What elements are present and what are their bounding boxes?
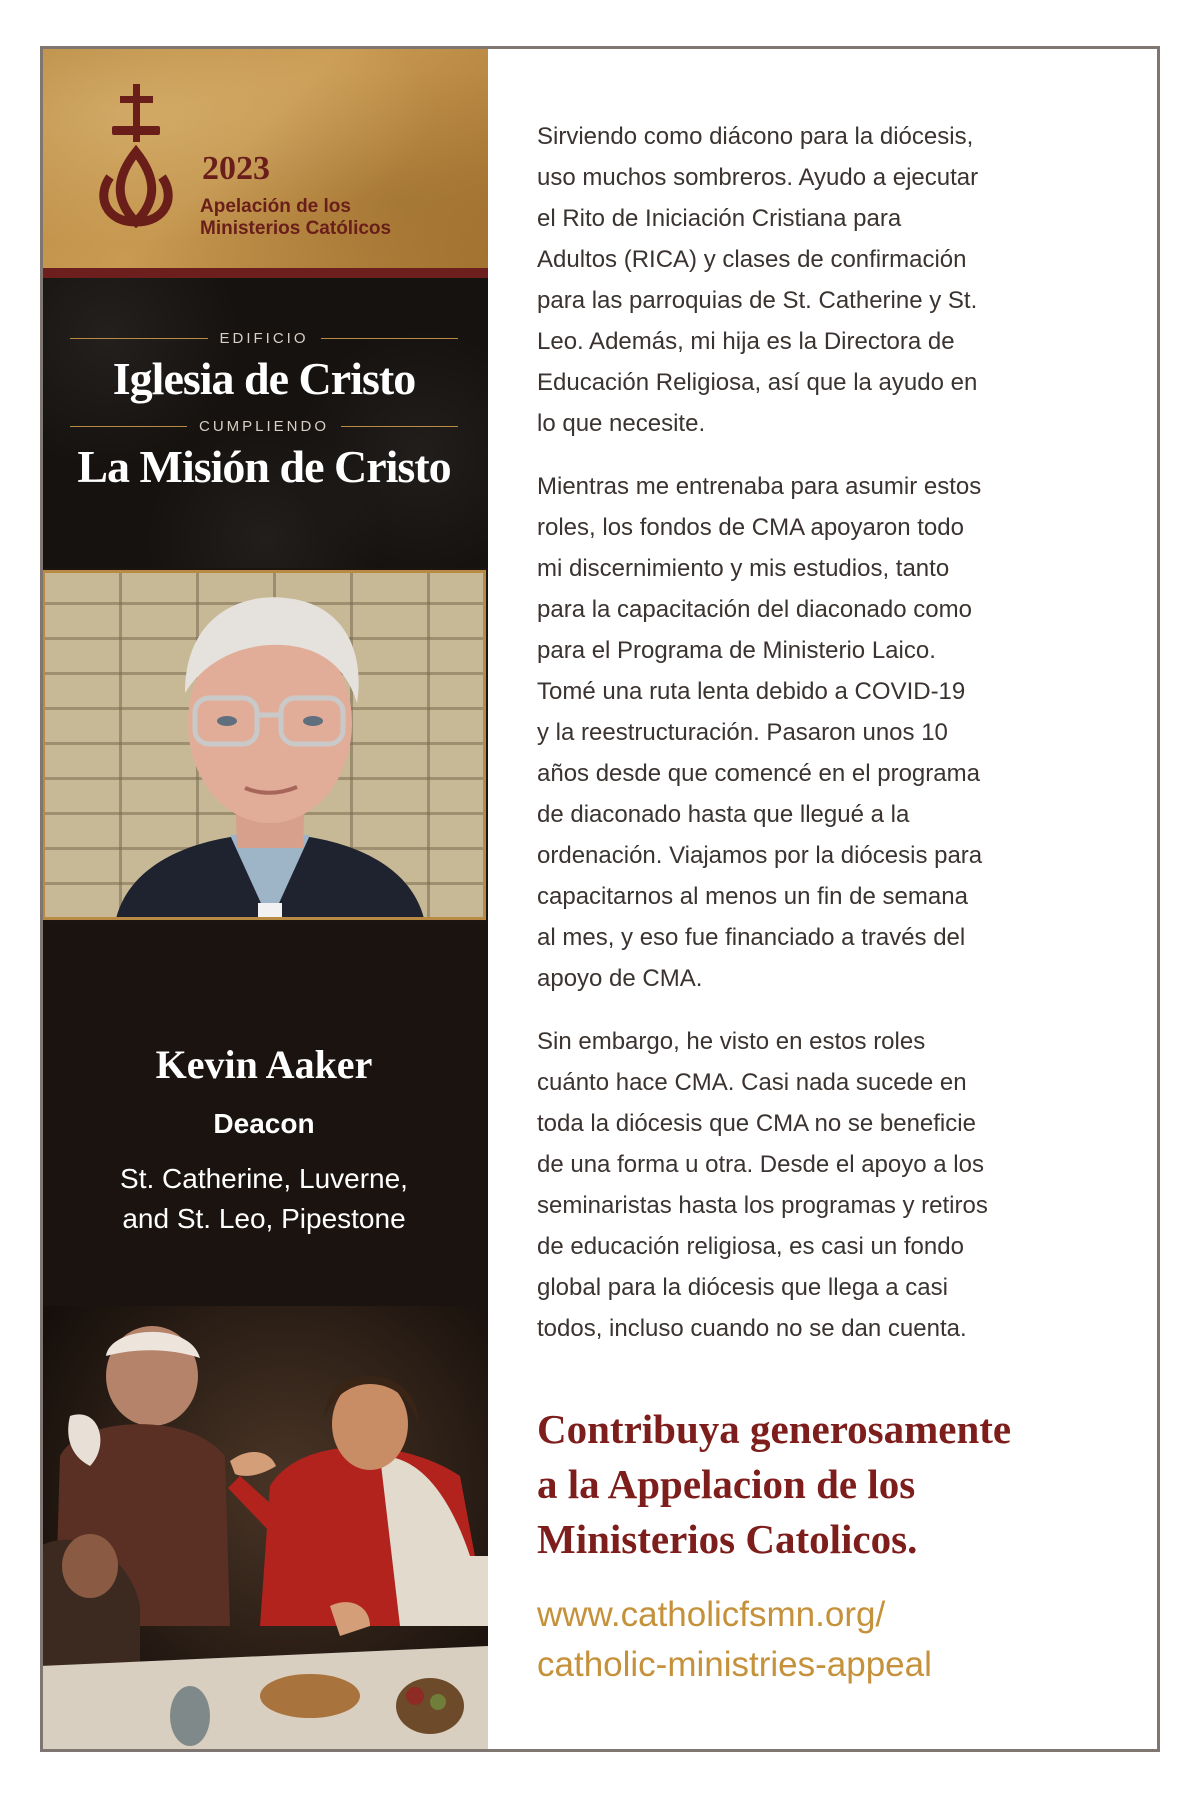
cta-line-1: Contribuya generosamente <box>537 1406 1012 1452</box>
parish-line-2: and St. Leo, Pipestone <box>122 1203 406 1234</box>
theme-title-1: Iglesia de Cristo <box>112 353 416 404</box>
body-text-line: de educación religiosa, es casi un fondo <box>537 1233 964 1260</box>
body-text-line: mi discernimiento y mis estudios, tanto <box>537 555 950 582</box>
body-text-line: Sirviendo como diácono para la diócesis, <box>537 123 974 150</box>
logo-year: 2023 <box>202 150 270 187</box>
cta-line-2: a la Appelacion de los <box>537 1461 916 1507</box>
body-text-line: apoyo de CMA. <box>537 965 703 992</box>
body-text-line: al mes, y eso fue financiado a través del <box>537 924 966 951</box>
appeal-url-line-2[interactable]: catholic-ministries-appeal <box>537 1645 932 1684</box>
body-text-line: para las parroquias de St. Catherine y St. <box>537 287 978 314</box>
body-paragraph-2 <box>537 466 1127 999</box>
body-text-line: Leo. Además, mi hija es la Directora de <box>537 328 955 355</box>
parish-line-1: St. Catherine, Luverne, <box>120 1163 408 1194</box>
body-text-line: Educación Religiosa, así que la ayudo en <box>537 369 978 396</box>
body-text-line: capacitarnos al menos un fin de semana <box>537 883 968 910</box>
body-text-line: global para la diócesis que llega a casi <box>537 1274 948 1301</box>
body-text-line: toda la diócesis que CMA no se beneficie <box>537 1110 976 1137</box>
body-text-line: de una forma u otra. Desde el apoyo a los <box>537 1151 984 1178</box>
theme-label-2: CUMPLIENDO <box>199 417 330 435</box>
body-text-line: lo que necesite. <box>537 410 706 437</box>
logo-line-1: Apelación de los <box>200 196 351 217</box>
body-text-line: ordenación. Viajamos por la diócesis para <box>537 842 983 869</box>
body-text-line: Sin embargo, he visto en estos roles <box>537 1028 926 1055</box>
cta-line-3: Ministerios Catolicos. <box>537 1516 918 1562</box>
body-text-line: todos, incluso cuando no se dan cuenta. <box>537 1315 967 1342</box>
theme-title-2: La Misión de Cristo <box>77 441 451 492</box>
body-paragraph-1 <box>537 116 1127 444</box>
body-text-line: uso muchos sombreros. Ayudo a ejecutar <box>537 164 979 191</box>
body-text-line: roles, los fondos de CMA apoyaron todo <box>537 514 964 541</box>
body-text-line: para la capacitación del diaconado como <box>537 596 972 623</box>
appeal-url-line-1[interactable]: www.catholicfsmn.org/ <box>537 1595 886 1634</box>
body-text-line: Tomé una ruta lenta debido a COVID-19 <box>537 678 966 705</box>
body-text-line: Adultos (RICA) y clases de confirmación <box>537 246 967 273</box>
body-text-line: Mientras me entrenaba para asumir estos <box>537 473 982 500</box>
person-role: Deacon <box>213 1108 315 1139</box>
call-to-action <box>537 1402 1137 1567</box>
body-text-line: para el Programa de Ministerio Laico. <box>537 637 936 664</box>
body-text-line: años desde que comencé en el programa <box>537 760 980 787</box>
body-text-line: el Rito de Iniciación Cristiana para <box>537 205 902 232</box>
body-paragraph-3 <box>537 1021 1127 1349</box>
body-text-line: y la reestructuración. Pasaron unos 10 <box>537 719 948 746</box>
body-text-line: seminaristas hasta los programas y retiros <box>537 1192 988 1219</box>
person-name: Kevin Aaker <box>155 1042 373 1087</box>
theme-label-1: EDIFICIO <box>219 329 309 347</box>
body-text-line: de diaconado hasta que llegué a la <box>537 801 910 828</box>
body-text-line: cuánto hace CMA. Casi nada sucede en <box>537 1069 967 1096</box>
logo-line-2: Ministerios Católicos <box>200 218 392 239</box>
